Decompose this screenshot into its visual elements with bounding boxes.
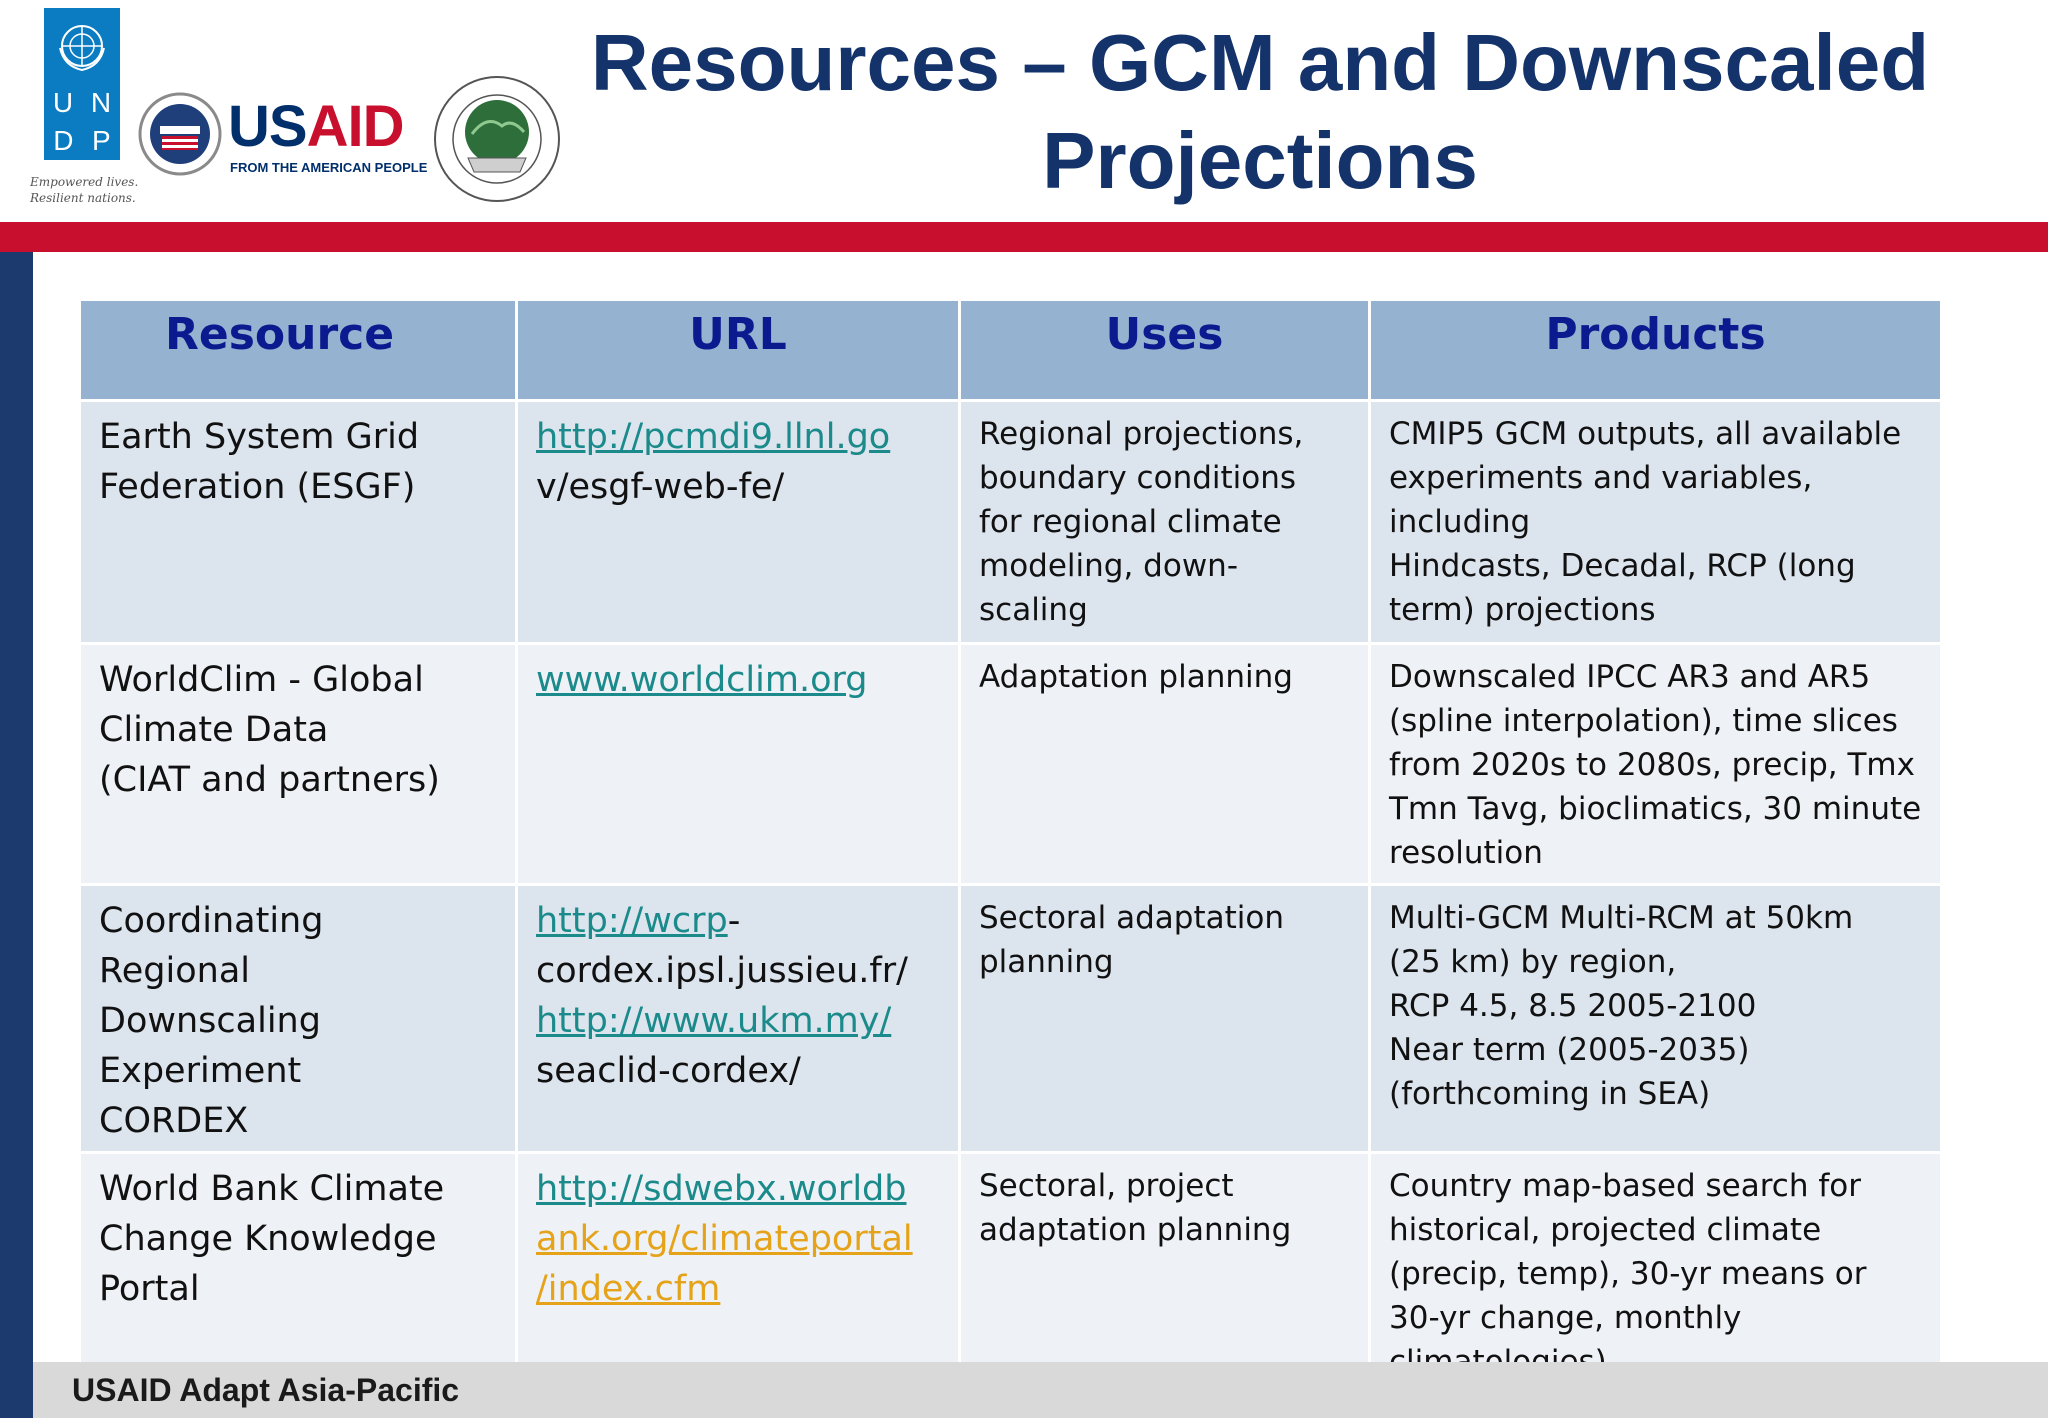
url-link[interactable]: http://pcmdi9.llnl.go [536, 417, 891, 457]
undp-letter: D [53, 125, 74, 156]
uses-cell: Sectoral adaptation planning [960, 885, 1370, 1153]
usaid-subtitle: FROM THE AMERICAN PEOPLE [230, 160, 428, 175]
footer-label: USAID Adapt Asia-Pacific [72, 1372, 460, 1408]
url-link[interactable]: http://www.ukm.my/ [536, 1001, 892, 1041]
undp-tagline-line: Empowered lives. [30, 175, 139, 189]
url-link[interactable]: www.worldclim.org [536, 660, 868, 700]
un-emblem-icon [54, 18, 110, 74]
page-title [560, 14, 1960, 210]
uses-cell: Sectoral, project adaptation planning [960, 1153, 1370, 1388]
table-row [80, 644, 1942, 885]
products-cell: Multi-GCM Multi-RCM at 50km (25 km) by region, RCP 4.5, 8.5 2005-2100 Near term (2005-2035) (forthcoming in SEA) [1370, 885, 1942, 1153]
undp-logo [44, 8, 120, 160]
url-text: seaclid-cordex/ [536, 1051, 801, 1091]
url-text: cordex.ipsl.jussieu.fr/ [536, 951, 908, 991]
undp-tagline [30, 174, 140, 206]
resource-cell: Coordinating Regional Downscaling Experiment CORDEX [80, 885, 517, 1153]
products-cell: Downscaled IPCC AR3 and AR5 (spline interpolation), time slices from 2020s to 2080s, precip, Tmx Tmn Tavg, bioclimatics, 30 minute resolution [1370, 644, 1942, 885]
url-cell [517, 885, 960, 1153]
header-divider-band [0, 222, 2048, 252]
undp-letter: P [92, 125, 111, 156]
url-cell [517, 401, 960, 644]
table-header-row [80, 300, 1942, 401]
undp-tagline-line: Resilient nations. [30, 191, 136, 205]
uses-cell: Regional projections, boundary conditions for regional climate modeling, down- scaling [960, 401, 1370, 644]
url-link[interactable]: http://sdwebx.worldb [536, 1169, 907, 1209]
url-text: - [727, 901, 741, 941]
column-header-products: Products [1370, 300, 1942, 401]
resources-table [78, 298, 1943, 1389]
column-header-uses: Uses [960, 300, 1370, 401]
table-row [80, 1153, 1942, 1388]
usaid-wordmark [228, 96, 403, 158]
table-row [80, 401, 1942, 644]
resource-cell: WorldClim - Global Climate Data (CIAT and partners) [80, 644, 517, 885]
url-cell [517, 1153, 960, 1388]
column-header-url: URL [517, 300, 960, 401]
products-cell: CMIP5 GCM outputs, all available experiments and variables, including Hindcasts, Decadal, RCP (long term) projections [1370, 401, 1942, 644]
undp-letter: U [52, 87, 74, 118]
column-header-resource: Resource [80, 300, 517, 401]
ait-seal-icon [432, 74, 562, 204]
resource-cell: World Bank Climate Change Knowledge Portal [80, 1153, 517, 1388]
url-link[interactable]: http://wcrp [536, 901, 728, 941]
left-accent-stripe [0, 252, 33, 1418]
url-link-visited[interactable]: /index.cfm [536, 1269, 721, 1309]
products-cell: Country map-based search for historical, projected climate (precip, temp), 30-yr means or 30-yr change, monthly [1370, 1153, 1942, 1388]
uses-cell: Adaptation planning [960, 644, 1370, 885]
url-text: v/esgf-web-fe/ [536, 467, 785, 507]
usaid-seal-icon [138, 92, 222, 176]
title-line: Resources – GCM and Downscaled [590, 18, 1930, 107]
url-link-visited[interactable]: ank.org/climateportal [536, 1219, 913, 1259]
resource-cell: Earth System Grid Federation (ESGF) [80, 401, 517, 644]
usaid-word-us: US [228, 94, 307, 159]
url-cell [517, 644, 960, 885]
usaid-word-aid: AID [306, 94, 404, 159]
table-row [80, 885, 1942, 1153]
title-line: Projections [1042, 116, 1478, 205]
undp-letter: N [90, 87, 112, 118]
